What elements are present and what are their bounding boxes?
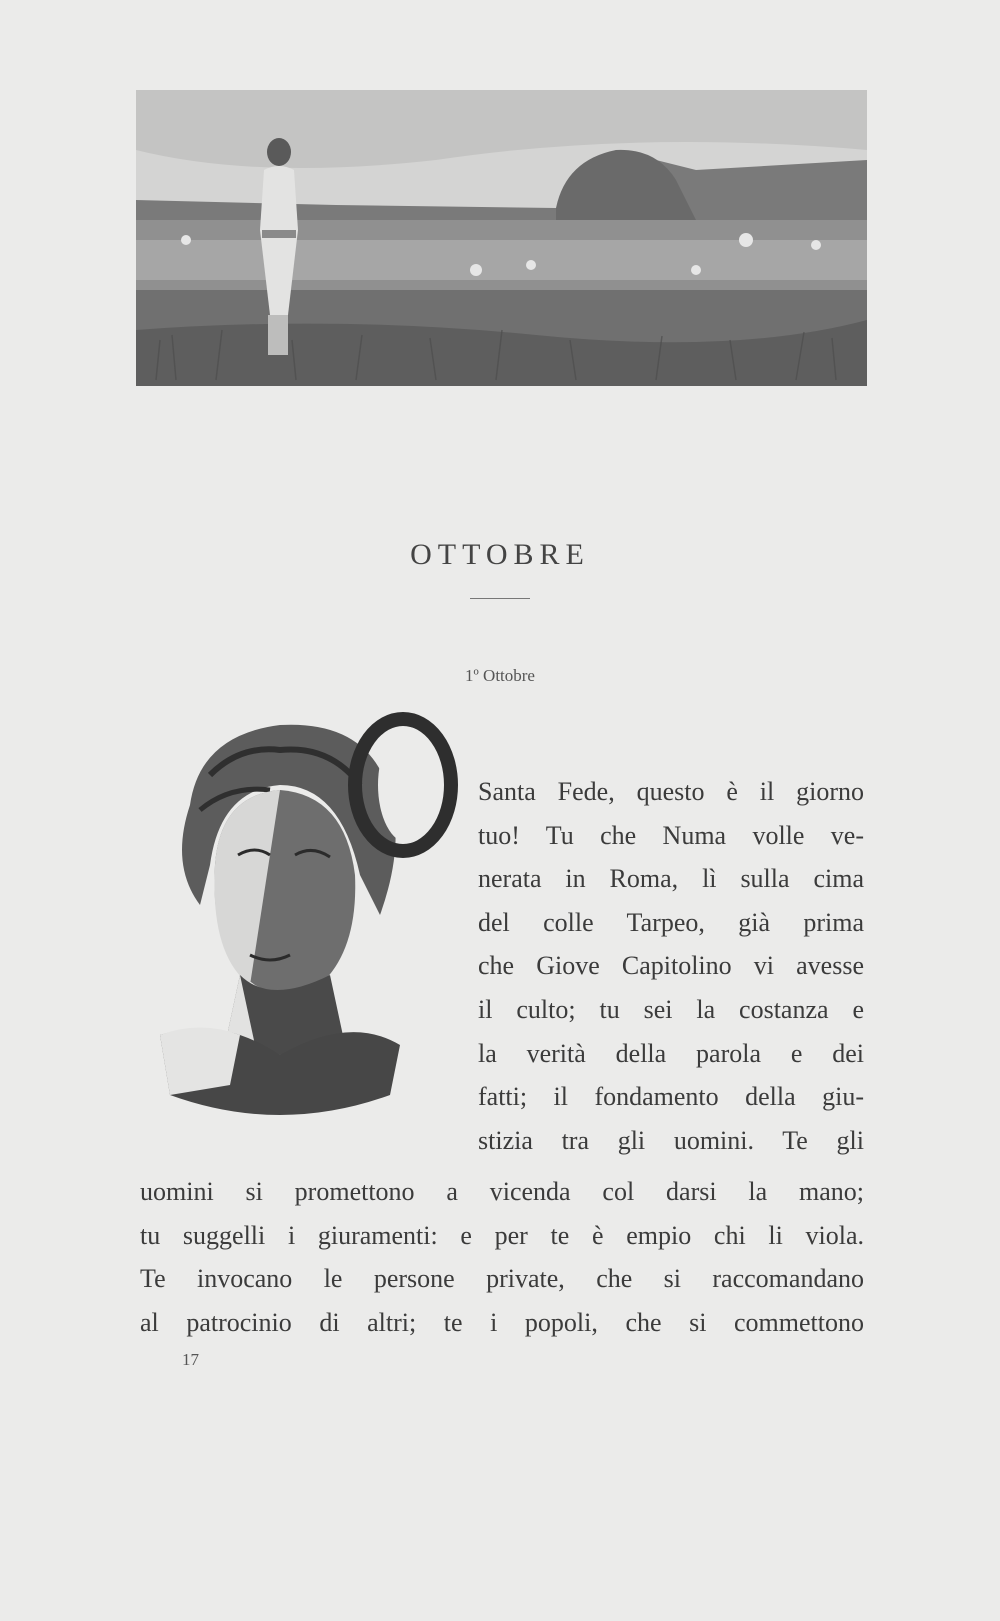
body-text-wrapped [478,770,864,1162]
drop-cap-letter [338,705,468,865]
title-divider [470,598,530,599]
text-line: Santa Fede, questo è il giorno [478,777,864,806]
landscape-illustration [136,90,867,386]
text-line: del colle Tarpeo, già prima [478,907,864,937]
chapter-title: OTTOBRE [410,538,590,571]
text-line: nerata in Roma, lì sulla cima [478,864,864,894]
text-line: che Giove Capitolino vi avesse [478,951,864,981]
landscape-image [136,90,867,386]
text-line: il culto; tu sei la costanza e [478,994,864,1024]
text-line: Te invocano le persone private, che si raccomandano [140,1264,864,1294]
text-line: tuo! Tu che Numa volle ve- [478,820,864,850]
text-line: uomini si promettono a vicenda col darsi la mano; [140,1177,864,1206]
text-line: tu suggelli i giuramenti: e per te è empio chi li viola. [140,1220,864,1250]
date-heading: 1º Ottobre [465,666,535,685]
page-number: 17 [182,1350,199,1369]
text-line: stizia tra gli uomini. Te gli [478,1125,864,1155]
text-line: la verità della parola e dei [478,1038,864,1068]
text-line: al patrocinio di altri; te i popoli, che si commettono [140,1307,864,1337]
body-text-full [140,1170,864,1344]
text-line: fatti; il fondamento della giu- [478,1082,864,1112]
drop-cap-o [338,705,468,865]
